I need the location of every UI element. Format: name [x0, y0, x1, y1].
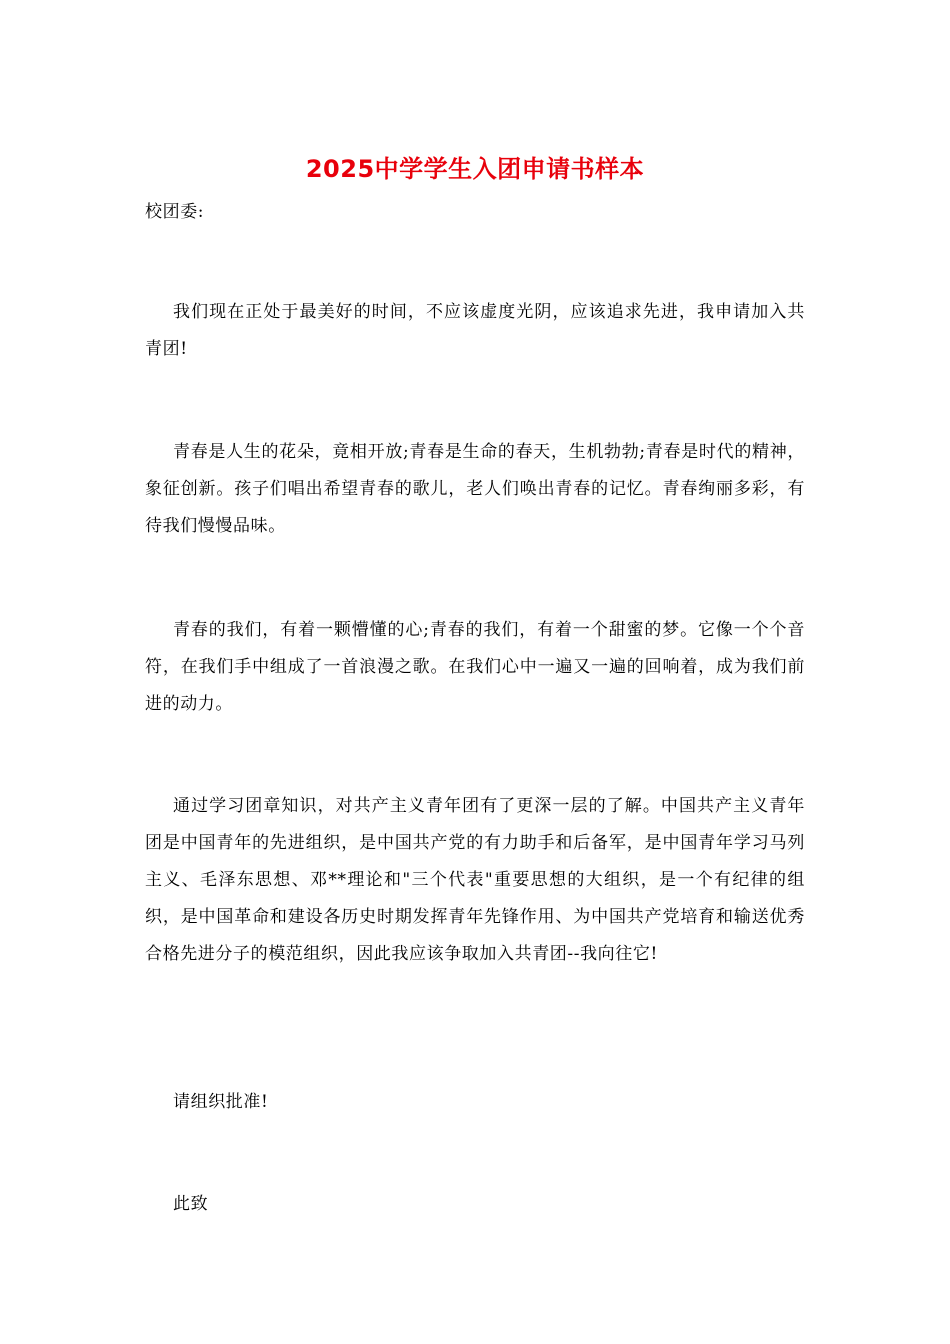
paragraph-2: 青春是人生的花朵，竟相开放;青春是生命的春天，生机勃勃;青春是时代的精神，象征创新。孩子们唱出希望青春的歌儿，老人们唤出青春的记忆。青春绚丽多彩，有待我们慢慢品味。	[145, 442, 805, 536]
approval-request: 请组织批准!	[173, 1092, 269, 1112]
paragraph-1: 我们现在正处于最美好的时间，不应该虚度光阴，应该追求先进，我申请加入共青团!	[145, 302, 805, 359]
paragraph-3: 青春的我们，有着一颗懵懂的心;青春的我们，有着一个甜蜜的梦。它像一个个音符，在我们手中组成了一首浪漫之歌。在我们心中一遍又一遍的回响着，成为我们前进的动力。	[145, 620, 805, 714]
document-title: 2025中学学生入团申请书样本	[305, 155, 645, 183]
paragraph-4: 通过学习团章知识，对共产主义青年团有了更深一层的了解。中国共产主义青年团是中国青年的先进组织，是中国共产党的有力助手和后备军，是中国青年学习马列主义、毛泽东思想、邓**理论和"三个代表"重要思想的大组织，是一个有纪律的组织，是中国革命和建设各历史时期发挥青年先锋作用、为中国共产党培育和输送优秀合格先进分子的模范组织，因此我应该争取加入共青团--我向往它!	[145, 796, 805, 964]
closing-line: 此致	[173, 1194, 209, 1214]
salutation: 校团委:	[145, 202, 205, 222]
